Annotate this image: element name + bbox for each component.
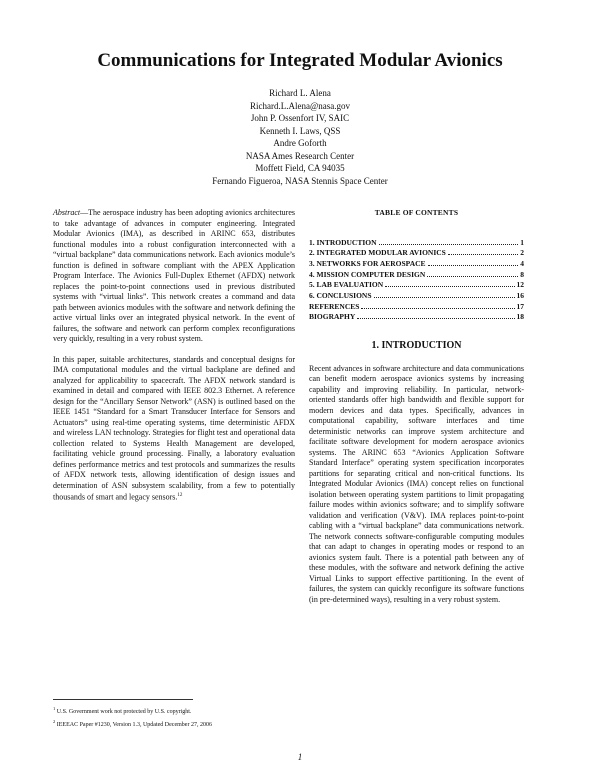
toc-entry[interactable] <box>309 238 524 249</box>
footnote <box>53 704 373 717</box>
toc-entry-page: 16 <box>516 290 524 300</box>
right-column <box>309 208 524 605</box>
toc-title: TABLE OF CONTENTS <box>374 208 459 217</box>
toc-entry-page: 2 <box>520 248 524 258</box>
toc-entry-page: 17 <box>516 301 524 311</box>
footnote-text: IEEEAC Paper #1230, Version 1.3, Updated December 27, 2006 <box>56 722 212 728</box>
toc-entry-label: REFERENCES <box>309 301 360 311</box>
toc-entry-label: 6. CONCLUSIONS <box>309 290 372 300</box>
paper-title: Communications for Integrated Modular Avionics <box>97 50 503 71</box>
toc-entry-label: 5. LAB EVALUATION <box>309 280 384 290</box>
toc-entry[interactable] <box>309 270 524 281</box>
toc-entry-page: 1 <box>520 237 524 247</box>
abstract-label: Abstract <box>53 208 81 217</box>
toc-entry[interactable] <box>309 259 524 270</box>
footnote-text: U.S. Government work not protected by U.S. copyright. <box>56 709 192 715</box>
toc-entry-page: 18 <box>516 312 524 322</box>
author-line: Andre Goforth <box>273 138 327 148</box>
author-line: Kenneth I. Laws, QSS <box>259 125 341 136</box>
toc-entry[interactable] <box>309 248 524 259</box>
toc-leader <box>427 270 518 277</box>
page-number: 1 <box>297 752 303 762</box>
footnote-divider <box>53 699 193 700</box>
section-heading-introduction: 1. INTRODUCTION <box>371 340 462 351</box>
toc-leader <box>448 248 518 255</box>
toc-entry[interactable] <box>309 312 524 323</box>
author-email: Richard.L.Alena@nasa.gov <box>249 100 350 111</box>
table-of-contents <box>309 238 524 324</box>
toc-entry-label: 3. NETWORKS FOR AEROSPACE <box>309 258 426 268</box>
author-line: Richard L. Alena <box>269 88 331 98</box>
abstract-paragraph-2 <box>53 355 295 504</box>
affiliation-line: NASA Ames Research Center <box>245 150 355 161</box>
toc-leader <box>361 302 514 309</box>
abstract-text-2: In this paper, suitable architectures, standards and conceptual designs for IMA computational modules and the virtual backplane are defined and analyzed for applicability to spacecraft. The AFDX network standard is examined in detail and compared with IEEE 802.3 Ethernet. A reference design for the “Ancillary Sensor Network” (ASN) is outlined based on the IEEE 1451 “Standard for a Smart Transducer Interface for Sensors and Actuators” using real-time operating systems, time deterministic AFDX and wireless LAN technology. Strategies for flight test and operational data collection related to Systems Health Management are developed, facilitating vehicle ground processing. Finally, a laboratory evaluation defines performance metrics and test protocols and summarizes the results of AFDX network tests, allowing identification of design issues and determination of ASN subsystem scalability, from a few to potentially thousands of smart and legacy sensors. <box>53 354 295 502</box>
toc-entry-label: 2. INTEGRATED MODULAR AVIONICS <box>309 248 446 258</box>
footnote-mark: 1 <box>53 706 56 711</box>
toc-entry-label: 1. INTRODUCTION <box>309 237 377 247</box>
toc-entry-label: 4. MISSION COMPUTER DESIGN <box>309 269 426 279</box>
author-line: John P. Ossenfort IV, SAIC <box>250 113 350 123</box>
toc-entry[interactable] <box>309 291 524 302</box>
introduction-paragraph: Recent advances in software architecture and data communications can benefit modern aerospace avionics systems by increasing capability and improving reliability. In particular, network-oriented standards offer high bandwidth and flexible support for modern devices and data types. Specifically, advances in computational capability, software interfaces and time deterministic networks can improve system architecture and facilitate software development for modern aerospace avionics systems. The ARINC 653 “Avionics Application Software Standard Interface” operating system specification incorporates partitions for separating critical and non-critical functions. Its Integrated Modular Avionics (IMA) concept relies on functional isolation between operating system partitions to limit propagating failure modes within avionics software; and to simplify software validation and verification (V&V). IMA replaces point-to-point cabling with a “virtual backplane” data communications network. The network connects software-configurable computing modules that can adapt to changes in operating modes or respond to an avionics system fault. There is a potential path between any of these modules, with the software and network defining the active Virtual Links to support effective partitioning. In the event of failures, the system can quickly reconfigure its software functions (in pre-determined ways), resulting in a very robust system. <box>309 363 524 604</box>
abstract-text-1: —The aerospace industry has been adopting avionics architectures to take advantage of advances in computer engineering. Integrated Modular Avionics (IMA), as described in ARINC 653, distributes functional modules into a robust configuration interconnected with a “virtual backplane” data communications network. Each avionics module’s function is defined in software compliant with the APEX Application Program Interface. The Avionics Full-Duplex Ethernet (AFDX) network replaces the point-to-point connections used in previous distributed systems with “virtual links”. This network creates a command and data path between avionics modules with the software and network defining the active virtual links over an integrated physical network. In the event of failures, the software and network can perform complex reconfigurations very quickly, resulting in a very robust system. <box>53 208 295 343</box>
footnotes <box>53 704 373 730</box>
footnote <box>53 717 373 730</box>
toc-entry-page: 4 <box>520 258 524 268</box>
affiliation-line: Moffett Field, CA 94035 <box>255 163 345 173</box>
toc-leader <box>385 280 514 287</box>
author-line: Fernando Figueroa, NASA Stennis Space Center <box>212 175 388 186</box>
footnote-marker: 12 <box>177 493 183 498</box>
footnote-mark: 2 <box>53 719 56 724</box>
toc-leader <box>357 312 514 319</box>
toc-entry[interactable] <box>309 302 524 313</box>
toc-leader <box>379 238 519 245</box>
toc-entry-label: BIOGRAPHY <box>309 312 356 322</box>
toc-entry[interactable] <box>309 280 524 291</box>
toc-entry-page: 8 <box>520 269 524 279</box>
abstract-column <box>53 208 295 513</box>
toc-leader <box>374 291 515 298</box>
toc-leader <box>428 259 519 266</box>
toc-entry-page: 12 <box>516 280 524 290</box>
abstract-paragraph-1 <box>53 208 295 345</box>
author-block <box>0 87 600 187</box>
